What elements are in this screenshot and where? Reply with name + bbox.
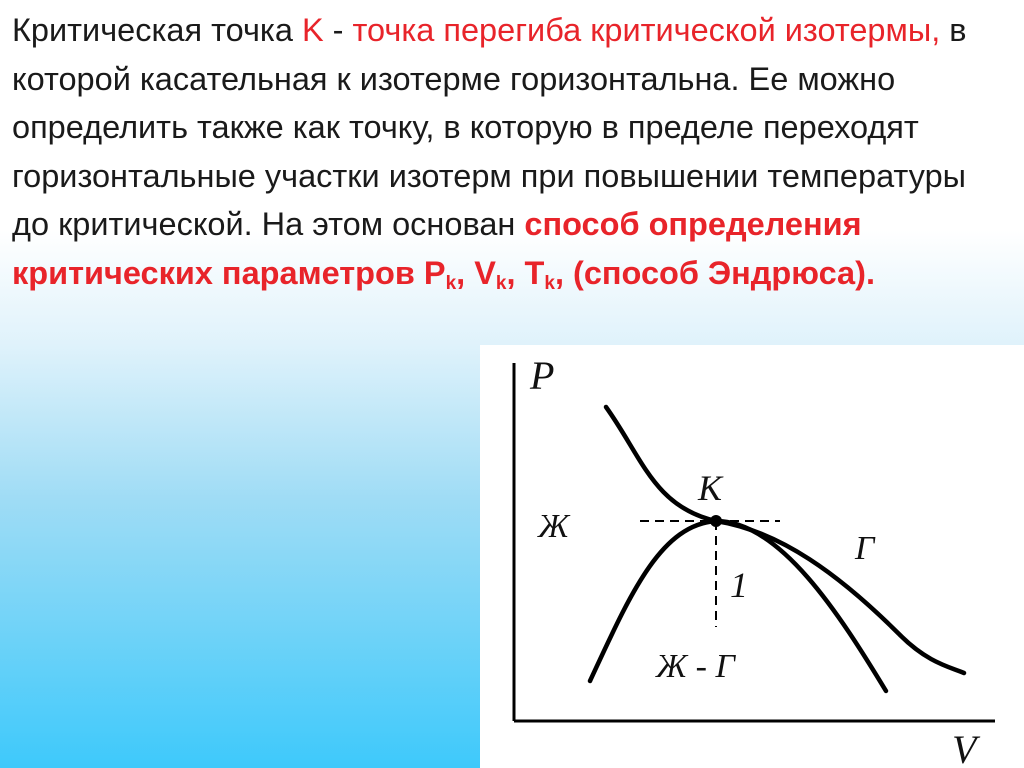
critical-isotherm-curve (606, 407, 964, 673)
subscript-t: k (544, 272, 555, 294)
text-dash: - (323, 12, 353, 48)
text-method-part1: способ определения критических параметров P (12, 206, 862, 291)
label-liquid: Ж (538, 508, 570, 545)
axis-label-v: V (952, 727, 977, 768)
subscript-v: k (495, 272, 507, 294)
text-method-part3: , T (506, 254, 545, 291)
text-method-part4: , (способ Эндрюса). (554, 254, 875, 291)
label-k: K (698, 468, 723, 508)
slide-text (12, 6, 1012, 297)
binodal-curve (590, 521, 886, 691)
pv-diagram (480, 345, 1024, 768)
critical-point-marker (710, 515, 722, 527)
pv-diagram-svg (480, 345, 1024, 768)
label-liquid-gas: Ж - Г (656, 648, 735, 685)
axis-label-p: P (530, 353, 555, 398)
text-method-part2: , V (456, 254, 496, 291)
label-one: 1 (730, 565, 748, 605)
text-inflection-definition: точка перегиба критической изотермы, (352, 12, 941, 48)
subscript-p: k (445, 272, 457, 294)
text-point-k: K (301, 12, 324, 48)
text-intro: Критическая точка (12, 12, 302, 48)
label-gas: Г (855, 530, 875, 567)
text-explanation: в которой касательная к изотерме горизонтальна. Ее можно определить также как точку, в которую в пределе переходят горизонтальные участки изотерм при повышении температуры до критической. На этом основан (12, 12, 967, 242)
